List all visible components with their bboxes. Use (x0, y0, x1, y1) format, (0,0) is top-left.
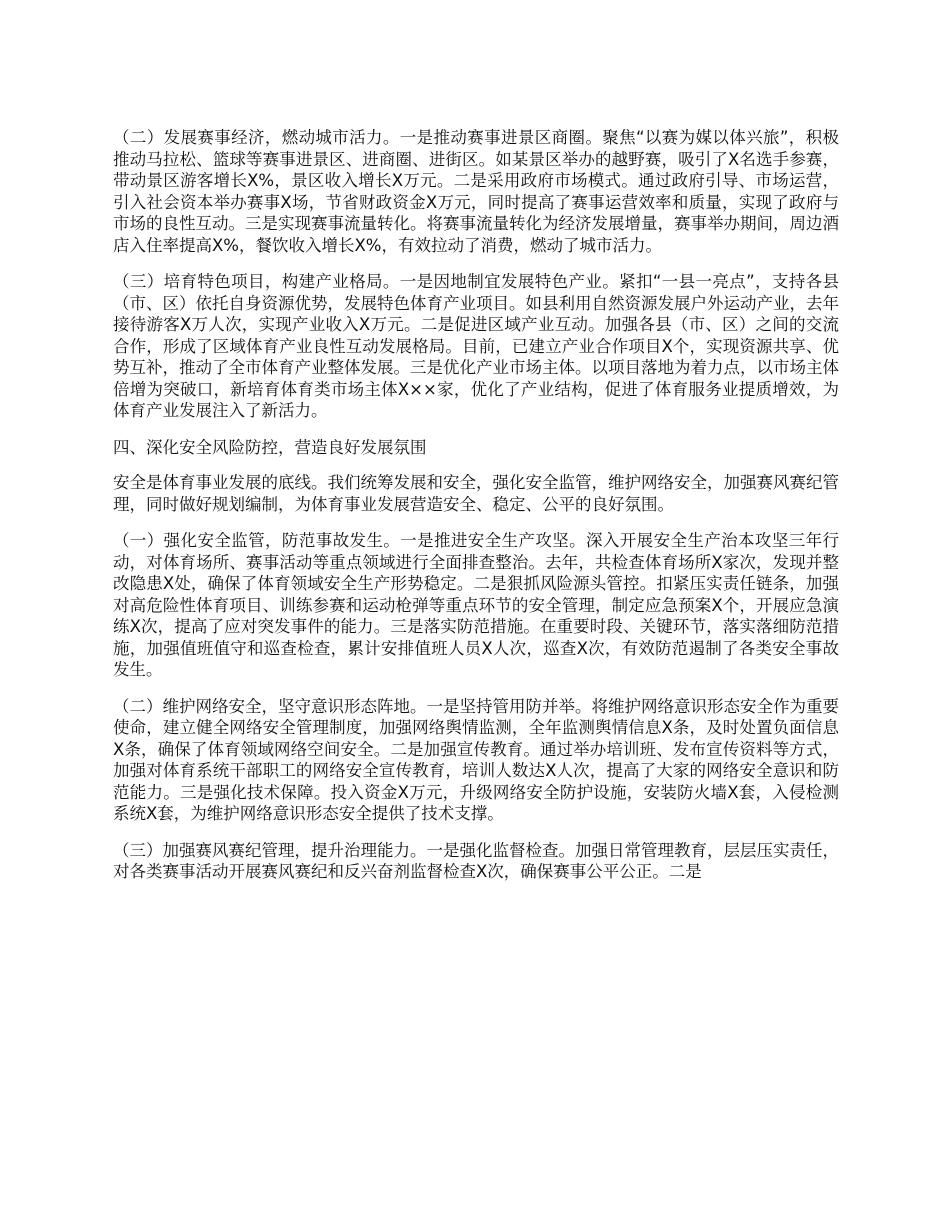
paragraph-safety-intro: 安全是体育事业发展的底线。我们统筹发展和安全，强化安全监管，维护网络安全，加强赛风赛纪管理，同时做好规划编制，为体育事业发展营造安全、稳定、公平的良好氛围。 (113, 473, 839, 514)
document-page (113, 127, 839, 898)
paragraph-network-security: （二）维护网络安全，坚守意识形态阵地。一是坚持管用防并举。将维护网络意识形态安全作为重要使命，建立健全网络安全管理制度，加强网络舆情监测，全年监测舆情信息X条，及时处置负面信息X条，确保了体育领域网络空间安全。二是加强宣传教育。通过举办培训班、发布宣传资料等方式，加强对体育系统干部职工的网络安全宣传教育，培训人数达X人次，提高了大家的网络安全意识和防范能力。三是强化技术保障。投入资金X万元，升级网络安全防护设施，安装防火墙X套，入侵检测系统X套，为维护网络意识形态安全提供了技术支撑。 (113, 696, 839, 823)
paragraph-competition-discipline: （三）加强赛风赛纪管理，提升治理能力。一是强化监督检查。加强日常管理教育，层层压实责任，对各类赛事活动开展赛风赛纪和反兴奋剂监督检查X次，确保赛事公平公正。二是 (113, 840, 839, 881)
paragraph-safety-supervision: （一）强化安全监管，防范事故发生。一是推进安全生产攻坚。深入开展安全生产治本攻坚三年行动，对体育场所、赛事活动等重点领域进行全面排查整治。去年，共检查体育场所X家次，发现并整改隐患X处，确保了体育领域安全生产形势稳定。二是狠抓风险源头管控。扣紧压实责任链条，加强对高危险性体育项目、训练参赛和运动枪弹等重点环节的安全管理，制定应急预案X个，开展应急演练X次，提高了应对突发事件的能力。三是落实防范措施。在重要时段、关键环节，落实落细防范措施，加强值班值守和巡查检查，累计安排值班人员X人次，巡查X次，有效防范遏制了各类安全事故发生。 (113, 531, 839, 679)
paragraph-featured-projects: （三）培育特色项目，构建产业格局。一是因地制宜发展特色产业。紧扣“一县一亮点”，支持各县（市、区）依托自身资源优势，发展特色体育产业项目。如县利用自然资源发展户外运动产业，去年接待游客X万人次，实现产业收入X万元。二是促进区域产业互动。加强各县（市、区）之间的交流合作，形成了区域体育产业良性互动发展格局。目前，已建立产业合作项目X个，实现资源共享、优势互补，推动了全市体育产业整体发展。三是优化产业市场主体。以项目落地为着力点，以市场主体倍增为突破口，新培育体育类市场主体X××家，优化了产业结构，促进了体育服务业提质增效，为体育产业发展注入了新活力。 (113, 272, 839, 420)
paragraph-event-economy: （二）发展赛事经济，燃动城市活力。一是推动赛事进景区商圈。聚焦“以赛为媒以体兴旅”，积极推动马拉松、篮球等赛事进景区、进商圈、进街区。如某景区举办的越野赛，吸引了X名选手参赛，带动景区游客增长X%，景区收入增长X万元。二是采用政府市场模式。通过政府引导、市场运营，引入社会资本举办赛事X场，节省财政资金X万元，同时提高了赛事运营效率和质量，实现了政府与市场的良性互动。三是实现赛事流量转化。将赛事流量转化为经济发展增量，赛事举办期间，周边酒店入住率提高X%，餐饮收入增长X%，有效拉动了消费，燃动了城市活力。 (113, 128, 839, 255)
section-heading-safety: 四、深化安全风险防控，营造良好发展氛围 (113, 437, 427, 457)
